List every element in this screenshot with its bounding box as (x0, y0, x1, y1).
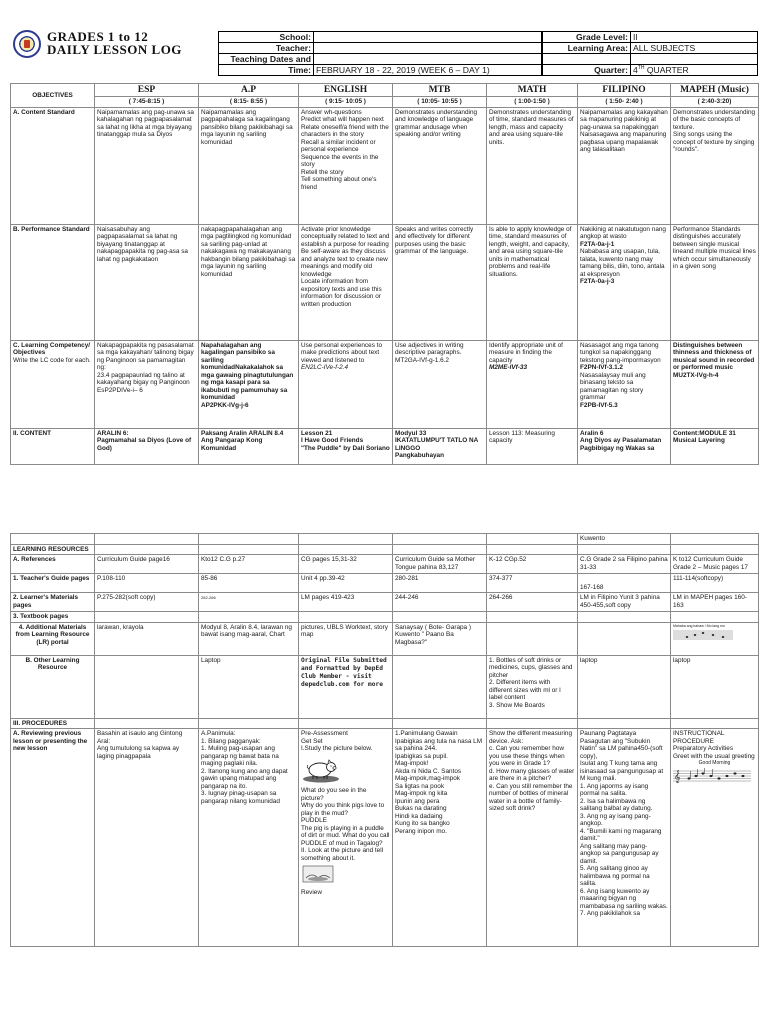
col-mapeh: MAPEH (Music) (671, 84, 759, 97)
music-staff-icon (673, 628, 733, 642)
time-label: Time: (219, 65, 314, 76)
cell-am-math (487, 622, 578, 655)
label-content: II. CONTENT (11, 428, 95, 464)
cell-content-esp: ARALIN 6: Pagmamahal sa Diyos (Love of God) (95, 428, 199, 464)
cell-content-ap: Paksang Aralin ARALIN 8.4 Ang Pangarap Kong Komunidad (199, 428, 299, 464)
cell-tg-math: 374-377 (487, 574, 578, 593)
cell-content-mtb: Modyul 33 IKATATLUMPU'T TATLO NA LINGGO Pangkabuhayan (393, 428, 487, 464)
col-filipino: FILIPINO (578, 84, 671, 97)
cell-rv-mapeh: INSTRUCTIONAL PROCEDURE Preparatory Activities Greet with the usual greeting Good Morning 𝄞 (671, 729, 759, 947)
row-references (11, 555, 759, 574)
document-title (47, 30, 182, 56)
quarter-value: 4TH QUARTER (631, 64, 758, 75)
cell-ps-mtb: Speaks and writes correctly and effectively for different purposes using the basic grammar of the language. (393, 224, 487, 340)
cell-content-math: Lesson 113: Measuring capacity (487, 428, 578, 464)
cell-cs-eng: Answer wh-questions Predict what will happen next Relate oneself/a friend with the characters in the story Recall a similar incident or personal experience Sequence the events in the story Retell the story Tell something about one's friend (299, 107, 393, 224)
dates-value: FEBRUARY 18 - 22, 2019 (WEEK 6 – DAY 1) (314, 65, 542, 76)
cell-ref-ap: Kto12 C.G p.27 (199, 555, 299, 574)
cell-ps-math: Is able to apply knowledge of time, standard measures of length, weight, and capacity, and area using square-tile units in mathematical problems and real-life situations. (487, 224, 578, 340)
cell-rv-math: Show the different measuring device. Ask: c. Can you remember how you use these things when you were in Grade 1? d. How many glasses of water are there in a pitcher? e. Can you still remember the number of bottles of mineral water in a bottle of family-sized soft drink? (487, 729, 578, 947)
cell-ps-mapeh: Performance Standards distinguishes accurately between single musical lineand multiple musical lines which occur simultaneously in a given song (671, 224, 759, 340)
cell-rv-eng: Pre-Assessment Get Set I.Study the picture below. What do you see in the picture? Why do you think pigs love to play in the mud? PUDDLE The pig is playing in a puddle of dirt or mud. What do you call PUDDLE of mud in Tagalog? II. Look at the picture and tell something about it. Review (299, 729, 393, 947)
cell-cs-mapeh: Demonstrates understanding of the basic concepts of texture. Sing songs using the concept of texture by singing "rounds". (671, 107, 759, 224)
cell-cs-esp: Naipamamalas ang pag-unawa sa kahalagahan ng pagpapasalamat sa lahat ng likha at mga biyayang tinatanggap mula sa Diyos (95, 107, 199, 224)
cell-tg-mtb: 280-281 (393, 574, 487, 593)
school-label: School: (219, 32, 314, 43)
cell-am-mapeh: Mahaba ang bahaw / Mo lang mo (671, 622, 759, 655)
row-content (11, 428, 759, 464)
cell-or-fil: laptop (578, 655, 671, 718)
col-english: ENGLISH (299, 84, 393, 97)
cell-ps-eng: Activate prior knowledge conceptually related to text and establish a purpose for reading Be self-aware as they discuss and analyze text to create new meanings and modify old knowledge Locate information from expository texts and use this information for discussion or written production (299, 224, 393, 340)
cell-tg-mapeh: 111-114(softcopy) (671, 574, 759, 593)
deped-seal-logo (13, 30, 41, 58)
cell-cs-ap: Naipamamalas ang pagpapahalaga sa kagalingang pansibiko bilang pakikibahagi sa mga layunin ng sariling komunidad (199, 107, 299, 224)
col-math: MATH (487, 84, 578, 97)
label-learning-resources: LEARNING RESOURCES (11, 544, 95, 555)
row-content-standard (11, 107, 759, 224)
cell-or-mapeh: laptop (671, 655, 759, 718)
label-reviewing: A. Reviewing previous lesson or presenting the new lesson (11, 729, 95, 947)
cell-tg-eng: Unit 4 pp.39-42 (299, 574, 393, 593)
cell-rv-fil: Paunang Pagtataya Pasagutan ang "Subukin Natin" sa LM pahina450-(soft copy), Isulat ang T kung tama ang isinasaad sa pangungusap at M kung mali. 1. Ang japorms ay isang pormal na salita. 2. Isa sa halimbawa ng salitang balbal ay datung. 3. Ang ng ay isang pang-angkop. 4. "Bumili kami ng magarang damit." Ang salitang may pang-angkop sa pangungusap ay damit. 5. Ang salitang ginoo ay halimbawa ng pormal na salita. 6. Ang isang kuwento ay maaaring bigyan ng mambabasa ng sariling wakas. 7. Ang pakikilahok sa (578, 729, 671, 947)
cell-cs-fil: Naipamamalas ang kakayahan sa mapanuring pakikinig at pag-unawa sa napakinggan Naisasagawa ang mapanuring pagbasa upang mapalawak ang talasalitaan (578, 107, 671, 224)
cell-ref-eng: CG pages 15,31-32 (299, 555, 393, 574)
label-textbook: 3. Textbook pages (11, 612, 95, 623)
dll-header (0, 0, 768, 83)
cell-lc-ap: Napahalagahan ang kagalingan pansibiko sa sariling komunidadNakakalahok sa mga gawaing pinagtutulungan ng mga kasapi para sa ikabubuti ng pamumuhay sa komunidad AP2PKK-IVg-j-6 (199, 340, 299, 428)
time-ap: ( 8:15- 8:55 ) (199, 97, 299, 108)
cell-am-ap: Modyul 8, Aralin 8.4, larawan ng bawat isang mag-aaral, Chart (199, 622, 299, 655)
cell-lc-eng: Use personal experiences to make predictions about text viewed and listened to EN2LC-IVe-f-2.4 (299, 340, 393, 428)
cell-rv-mtb: 1.Panimulang Gawain Ipabigkas ang tula na nasa LM sa pahina 244. Ipabigkas sa pupil. Mag-impok! Akda ni Nida C. Santos Mag-impok,mag-impok Sa ligtas na pook Mag-impok ng kita Ipunin ang pera Bukas na darating Hindi ka dadaing Kung ito sa bangko Perang inipon mo. (393, 729, 487, 947)
cell-am-mtb: Sanaysay ( Bote- Garapa ) Kuwento " Paano Ba Magbasa?" (393, 622, 487, 655)
cell-lm-fil: LM in Filipino Yunit 3 pahina 450-455,soft copy (578, 593, 671, 612)
cell-lc-esp: Nakapagpapakita ng pasasalamat sa mga kakayahan/ talinong bigay ng Panginoon sa pamamagitan ng: 23.4 pagpapaunlad ng talino at kakayahang bigay ng Panginoon EsP2PDIVe-i– 6 (95, 340, 199, 428)
row-textbook (11, 612, 759, 623)
label-references: A. References (11, 555, 95, 574)
cell-or-esp (95, 655, 199, 718)
cell-or-math: 1. Bottles of soft drinks or medicines, cups, glasses and pitcher 2. Different items with different sizes with ml or l label content 3. Show Me Boards (487, 655, 578, 718)
label-additional-materials: 4. Additional Materials from Learning Resource (LR) portal (11, 622, 95, 655)
cell-or-mtb (393, 655, 487, 718)
cell-lm-mtb: 244-246 (393, 593, 487, 612)
pig-in-mud-picture (301, 755, 341, 783)
cell-or-ap: Laptop (199, 655, 299, 718)
teacher-value (314, 43, 542, 54)
cell-content-eng: Lesson 21 I Have Good Friends "The Puddle" by Dali Soriano (299, 428, 393, 464)
cell-lc-math: Identify appropriate unit of measure in finding the capacity M2ME-IVf-33 (487, 340, 578, 428)
cell-lc-mapeh: Distinguishes between thinness and thickness of musical sound in recorded or performed music MU2TX-IVg-h-4 (671, 340, 759, 428)
col-mtb: MTB (393, 84, 487, 97)
cell-ref-mtb: Curriculum Guide sa Mother Tongue pahina 83,127 (393, 555, 487, 574)
time-english: ( 9:15- 10:05 ) (299, 97, 393, 108)
label-competency: C. Learning Competency/ Objectives Write the LC code for each. (11, 340, 95, 428)
dates-label: Teaching Dates and (219, 54, 314, 65)
label-learners-materials: 2. Learner's Materials pages (11, 593, 95, 612)
cell-ps-ap: nakapagpapahalagahan ang mga pagtilingkod ng komunidad sa sariling pag-unlad at nakakagawa ng makakayanang hakbangin bilang pakikibahagi sa mga layunin ng sariling komunidad (199, 224, 299, 340)
time-math: ( 1:00-1:50 ) (487, 97, 578, 108)
cell-lc-fil: Nasasagot ang mga tanong tungkol sa napakinggang tekstong pang-impormasyon F2PN-IVf-3.1.2 Nasasalaysay muli ang binasang teksto sa pamamagitan ng story grammar F2PB-IVf-5.3 (578, 340, 671, 428)
cell-cs-mtb: Demonstrates understanding and knowledge of language grammar andusage when speaking and/or writing (393, 107, 487, 224)
cell-lm-esp: P.275-282(soft copy) (95, 593, 199, 612)
cell-rv-ap: A.Panimula: 1. Bilang pagganyak: 1. Muling pag-usapan ang pangarap ng bawat bata na maging paglaki nila. 2. Itanong kung ano ang dapat gawin upang matupad ang pangarap na ito. 3. Iugnay pinag-usapan sa pangarap nilang komunidad (199, 729, 299, 947)
cell-am-fil (578, 622, 671, 655)
label-performance-standard: B. Performance Standard (11, 224, 95, 340)
quarter-label: Quarter: (543, 64, 631, 75)
row-performance-standard (11, 224, 759, 340)
grade-level-label: Grade Level: (543, 32, 631, 43)
cell-fil-continued: Kuwento (578, 534, 671, 545)
row-learners-materials (11, 593, 759, 612)
row-learning-resources (11, 544, 759, 555)
cell-lm-math: 264-266 (487, 593, 578, 612)
col-esp: ESP (95, 84, 199, 97)
svg-text:𝄞: 𝄞 (674, 769, 681, 783)
time-filipino: ( 1:50- 2:40 ) (578, 97, 671, 108)
cell-content-fil: Aralin 6 Ang Diyos ay Pasalamatan Pagbibigay ng Wakas sa (578, 428, 671, 464)
cell-tg-esp: P.108-110 (95, 574, 199, 593)
lesson-log-table-top (10, 83, 759, 465)
cell-content-mapeh: Content:MODULE 31 Musical Layering (671, 428, 759, 464)
header-right-grid (542, 31, 758, 76)
time-mapeh: ( 2:40-3:20) (671, 97, 759, 108)
row-other-resources (11, 655, 759, 718)
col-ap: A.P (199, 84, 299, 97)
row-competency (11, 340, 759, 428)
row-teachers-guide (11, 574, 759, 593)
time-mtb: ( 10:05- 10:55 ) (393, 97, 487, 108)
row-reviewing (11, 729, 759, 947)
cell-ps-esp: Naisasabuhay ang pagpapasalamat sa lahat ng biyayang tinatanggap at nakapagpapakita ng pag-asa sa lahat ng pagkakataon (95, 224, 199, 340)
label-content-standard: A. Content Standard (11, 107, 95, 224)
title-line-2: DAILY LESSON LOG (47, 42, 182, 57)
lesson-log-table-bottom (10, 533, 759, 947)
good-morning-sheet-music (673, 768, 751, 784)
teacher-label: Teacher: (219, 43, 314, 54)
label-other-resources: B. Other Learning Resource (11, 655, 95, 718)
cell-cs-math: Demonstrates understanding of time, standard measures of length, mass and capacity and area using square-tile units. (487, 107, 578, 224)
cell-rv-esp: Basahin at isaulo ang Gintong Aral: Ang tumutulong sa kapwa ay laging pinagpapala (95, 729, 199, 947)
learning-area-value: ALL SUBJECTS (631, 43, 758, 54)
row-procedures (11, 718, 759, 729)
cell-lm-eng: LM pages 419-423 (299, 593, 393, 612)
cell-lc-mtb: Use adjectives in writing descriptive paragraphs. MT2GA-IVf-g-1.6.2 (393, 340, 487, 428)
header-left-grid (218, 31, 542, 76)
row-additional-materials (11, 622, 759, 655)
cell-ref-fil: C.G Grade 2 sa Filipino pahina 31-33 (578, 555, 671, 574)
label-procedures: III. PROCEDURES (11, 718, 95, 729)
cell-lm-ap: 262-266 (199, 593, 299, 612)
cell-tg-fil: 167-168 (578, 574, 671, 593)
objectives-header: OBJECTIVES (11, 84, 95, 108)
cell-ref-mapeh: K to12 Curriculum Guide Grade 2 – Music pages 17 (671, 555, 759, 574)
time-esp: ( 7:45-8:15 ) (95, 97, 199, 108)
depedclub-watermark-text: Original File Submitted and Formatted by DepEd Club Member - visit depedclub.com for more (299, 655, 393, 718)
cell-lm-mapeh: LM in MAPEH pages 160-163 (671, 593, 759, 612)
cell-tg-ap: 85-86 (199, 574, 299, 593)
learning-area-label: Learning Area: (543, 43, 631, 54)
title-line-1: GRADES 1 to 12 (47, 29, 149, 44)
cell-ref-esp: Curriculum Guide page16 (95, 555, 199, 574)
cell-ps-fil: Nakikinig at nakatutugon nang angkop at wasto F2TA-0a-j-1 Nababasa ang usapan, tula, talata, kuwento nang may tamang bilis, diin, tono, antala at ekspresyon F2TA-0a-j-3 (578, 224, 671, 340)
grade-level-value: II (631, 32, 758, 43)
cell-am-eng: pictures, UBLS Worktext, story map (299, 622, 393, 655)
puddle-picture (301, 864, 341, 884)
school-value (314, 32, 542, 43)
cell-ref-math: K-12 CGp.52 (487, 555, 578, 574)
cell-am-esp: larawan, krayola (95, 622, 199, 655)
label-teachers-guide: 1. Teacher's Guide pages (11, 574, 95, 593)
